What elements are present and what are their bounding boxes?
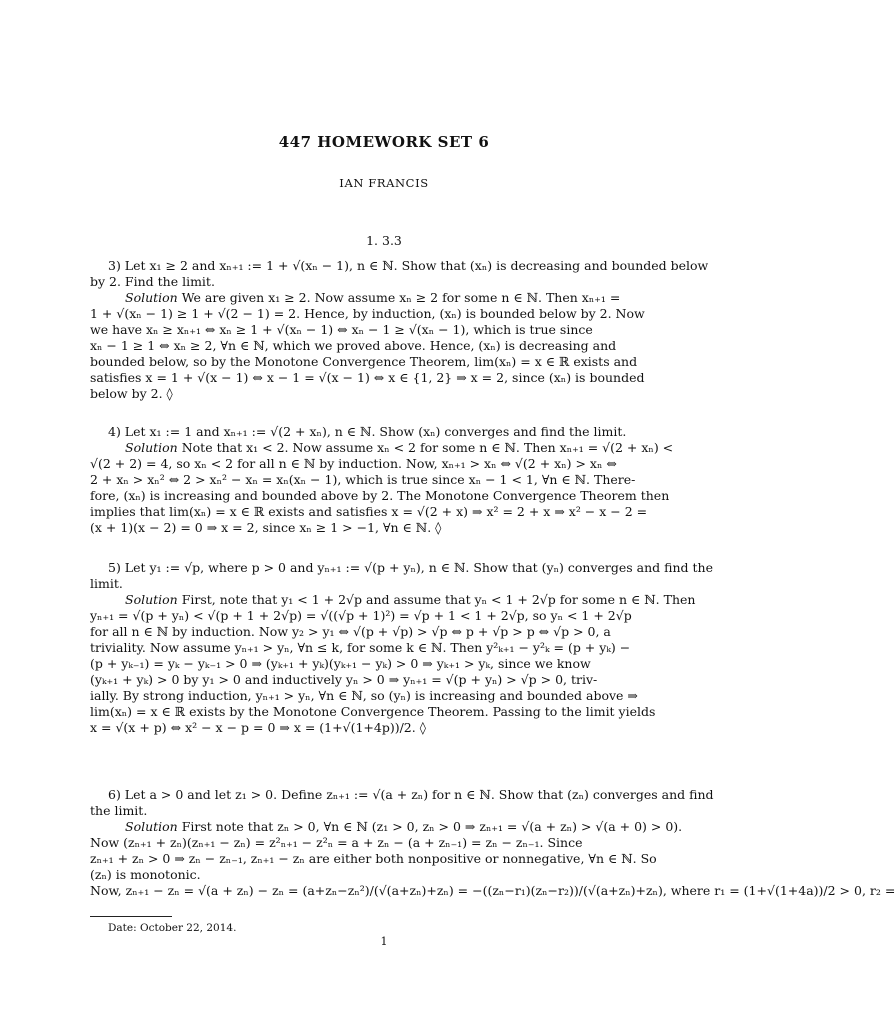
solution-text: implies that lim(xₙ) = x ∈ ℝ exists and satisfies x = √(2 + x) ⇒ x² = 2 + x ⇒ x² − x − 2 = (90, 504, 648, 519)
solution-text: (x + 1)(x − 2) = 0 ⇒ x = 2, since xₙ ≥ 1 > −1, ∀n ∈ ℕ. ◊ (90, 520, 442, 535)
problem-statement-line: limit. (90, 576, 123, 591)
solution-line (90, 672, 680, 688)
section-heading: 1. 3.3 (366, 233, 402, 248)
solution-text: Now (zₙ₊₁ + zₙ)(zₙ₊₁ − zₙ) = z²ₙ₊₁ − z²ₙ = a + zₙ − (a + zₙ₋₁) = zₙ − zₙ₋₁. Since (90, 835, 583, 850)
problem-statement-line: the limit. (90, 803, 148, 818)
solution-line (90, 504, 680, 520)
problem-statement-line: by 2. Find the limit. (90, 274, 215, 289)
problem-4 (90, 424, 680, 536)
solution-line (90, 370, 680, 386)
solution-line (90, 322, 680, 338)
solution-text: for all n ∈ ℕ by induction. Now y₂ > y₁ ⇔ √(p + √p) > √p ⇔ p + √p > p ⇔ √p > 0, a (90, 624, 611, 639)
problem-3 (90, 258, 709, 402)
solution-line (90, 688, 680, 704)
solution-text: below by 2. ◊ (90, 386, 173, 401)
solution-text: 2 + xₙ > xₙ² ⇔ 2 > xₙ² − xₙ = xₙ(xₙ − 1), which is true since xₙ − 1 < 1, ∀n ∈ ℕ. There- (90, 472, 636, 487)
solution-text: zₙ₊₁ + zₙ > 0 ⇒ zₙ − zₙ₋₁, zₙ₊₁ − zₙ are either both nonpositive or nonnegative, ∀n ∈ ℕ. So (90, 851, 657, 866)
solution-text: (p + yₖ₋₁) = yₖ − yₖ₋₁ > 0 ⇒ (yₖ₊₁ + yₖ)(yₖ₊₁ − yₖ) > 0 ⇒ yₖ₊₁ > yₖ, since we know (90, 656, 591, 671)
solution-text: ially. By strong induction, yₙ₊₁ > yₙ, ∀n ∈ ℕ, so (yₙ) is increasing and bounded above ⇒ (90, 688, 638, 703)
solution-label: Solution (125, 819, 178, 834)
problem-statement-line: 5) Let y₁ := √p, where p > 0 and yₙ₊₁ := √(p + yₙ), n ∈ ℕ. Show that (yₙ) converges and find the (108, 560, 713, 575)
solution-line (90, 819, 683, 835)
solution-text: (yₖ₊₁ + yₖ) > 0 by y₁ > 0 and inductively yₙ > 0 ⇒ yₙ₊₁ = √(p + yₙ) > √p > 0, triv- (90, 672, 598, 687)
solution-text: 1 + √(xₙ − 1) ≥ 1 + √(2 − 1) = 2. Hence, by induction, (xₙ) is bounded below by 2. Now (90, 306, 645, 321)
solution-line (90, 835, 680, 851)
solution-label: Solution (125, 440, 178, 455)
solution-text: yₙ₊₁ = √(p + yₙ) < √(p + 1 + 2√p) = √((√p + 1)²) = √p + 1 < 1 + 2√p, so yₙ < 1 + 2√p (90, 608, 632, 623)
solution-line (90, 472, 680, 488)
solution-line (90, 624, 680, 640)
solution-text: We are given x₁ ≥ 2. Now assume xₙ ≥ 2 for some n ∈ ℕ. Then xₙ₊₁ = (181, 290, 621, 305)
solution-label: Solution (125, 290, 178, 305)
solution-line (90, 354, 680, 370)
solution-text: Now, zₙ₊₁ − zₙ = √(a + zₙ) − zₙ = (a+zₙ−zₙ²)/(√(a+zₙ)+zₙ) = −((zₙ−r₁)(zₙ−r₂))/(√(a+zₙ)+zₙ), where r₁ = (1+√(1+4a))/2 > 0, r₂ = (90, 883, 895, 898)
solution-line (90, 488, 680, 504)
solution-text: First, note that y₁ < 1 + 2√p and assume that yₙ < 1 + 2√p for some n ∈ ℕ. Then (181, 592, 696, 607)
solution-line (90, 306, 680, 322)
solution-text: satisfies x = 1 + √(x − 1) ⇔ x − 1 = √(x − 1) ⇔ x ∈ {1, 2} ⇒ x = 2, since (xₙ) is bounded (90, 370, 645, 385)
solution-line (90, 883, 895, 899)
solution-line (90, 867, 680, 883)
solution-line (90, 592, 696, 608)
solution-line (90, 608, 680, 624)
solution-text: lim(xₙ) = x ∈ ℝ exists by the Monotone Convergence Theorem. Passing to the limit yields (90, 704, 656, 719)
solution-line (90, 338, 680, 354)
problem-statement-line: 4) Let x₁ := 1 and xₙ₊₁ := √(2 + xₙ), n ∈ ℕ. Show (xₙ) converges and find the limit. (108, 424, 627, 439)
solution-text: √(2 + 2) = 4, so xₙ < 2 for all n ∈ ℕ by induction. Now, xₙ₊₁ > xₙ ⇔ √(2 + xₙ) > xₙ ⇔ (90, 456, 617, 471)
solution-text: x = √(x + p) ⇔ x² − x − p = 0 ⇒ x = (1+√(1+4p))/2. ◊ (90, 720, 426, 735)
solution-line (90, 656, 680, 672)
solution-line (90, 386, 680, 402)
solution-text: fore, (xₙ) is increasing and bounded above by 2. The Monotone Convergence Theorem then (90, 488, 670, 503)
solution-text: bounded below, so by the Monotone Convergence Theorem, lim(xₙ) = x ∈ ℝ exists and (90, 354, 638, 369)
solution-line (90, 720, 680, 736)
solution-label: Solution (125, 592, 178, 607)
problem-6 (90, 787, 895, 899)
footnote-rule (90, 916, 172, 917)
page-number: 1 (380, 935, 388, 948)
author-name: IAN FRANCIS (339, 176, 429, 190)
solution-line (90, 456, 680, 472)
document-title: 447 HOMEWORK SET 6 (278, 133, 490, 151)
footnote-date: Date: October 22, 2014. (108, 922, 237, 934)
solution-text: First note that zₙ > 0, ∀n ∈ ℕ (z₁ > 0, zₙ > 0 ⇒ zₙ₊₁ = √(a + zₙ) > √(a + 0) > 0). (181, 819, 683, 834)
solution-line (90, 704, 680, 720)
problem-statement-line: 6) Let a > 0 and let z₁ > 0. Define zₙ₊₁ := √(a + zₙ) for n ∈ ℕ. Show that (zₙ) converges and find (108, 787, 714, 802)
solution-text: (zₙ) is monotonic. (90, 867, 201, 882)
solution-text: xₙ − 1 ≥ 1 ⇔ xₙ ≥ 2, ∀n ∈ ℕ, which we proved above. Hence, (xₙ) is decreasing and (90, 338, 617, 353)
solution-line (90, 440, 680, 456)
solution-line (90, 290, 680, 306)
solution-text: we have xₙ ≥ xₙ₊₁ ⇔ xₙ ≥ 1 + √(xₙ − 1) ⇔ xₙ − 1 ≥ √(xₙ − 1), which is true since (90, 322, 593, 337)
problem-statement-line: 3) Let x₁ ≥ 2 and xₙ₊₁ := 1 + √(xₙ − 1), n ∈ ℕ. Show that (xₙ) is decreasing and bounded below (108, 258, 709, 273)
solution-line (90, 851, 680, 867)
solution-text: Note that x₁ < 2. Now assume xₙ < 2 for some n ∈ ℕ. Then xₙ₊₁ = √(2 + xₙ) < (181, 440, 674, 455)
solution-text: triviality. Now assume yₙ₊₁ > yₙ, ∀n ≤ k, for some k ∈ ℕ. Then y²ₖ₊₁ − y²ₖ = (p + yₖ) − (90, 640, 631, 655)
solution-line (90, 520, 680, 536)
solution-line (90, 640, 680, 656)
problem-5 (90, 560, 713, 736)
